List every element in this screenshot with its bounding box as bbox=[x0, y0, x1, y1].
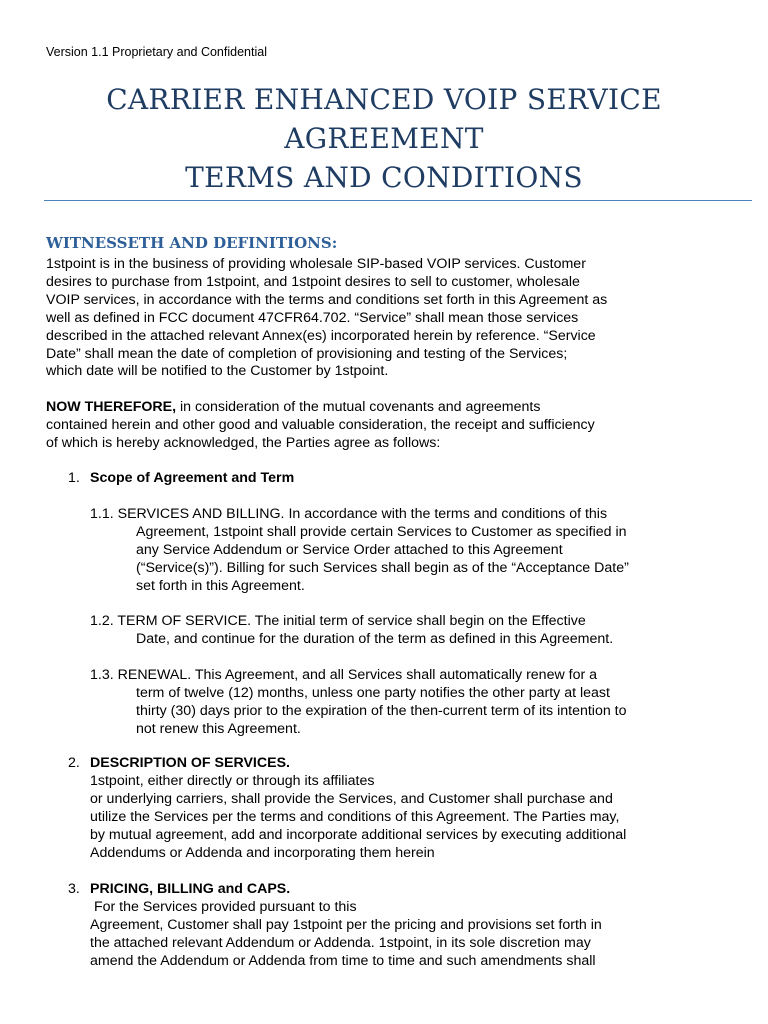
text-line: contained herein and other good and valuable consideration, the receipt and sufficiency bbox=[46, 416, 595, 433]
section-number: 1. bbox=[68, 470, 80, 486]
text-line: Date” shall mean the date of completion of provisioning and testing of the Services; bbox=[46, 345, 568, 362]
text-line: 1.1. SERVICES AND BILLING. In accordance with the terms and conditions of this bbox=[90, 506, 608, 522]
version-header: Version 1.1 Proprietary and Confidential bbox=[46, 45, 267, 59]
text-line: 1.2. TERM OF SERVICE. The initial term of service shall begin on the Effective bbox=[90, 613, 586, 629]
title-divider bbox=[44, 200, 752, 201]
witnesseth-heading: WITNESSETH AND DEFINITIONS: bbox=[46, 234, 338, 252]
text-line: any Service Addendum or Service Order attached to this Agreement bbox=[136, 541, 563, 558]
text-line: not renew this Agreement. bbox=[136, 720, 301, 737]
witnesseth-paragraph bbox=[46, 256, 726, 381]
document-title bbox=[40, 80, 728, 197]
text-line: term of twelve (12) months, unless one party notifies the other party at least bbox=[136, 684, 610, 701]
text-line: 1stpoint is in the business of providing wholesale SIP-based VOIP services. Customer bbox=[46, 256, 586, 272]
text-line bbox=[46, 399, 726, 417]
section-number: 3. bbox=[68, 881, 80, 897]
text-line: amend the Addendum or Addenda from time to time and such amendments shall bbox=[90, 952, 596, 969]
text-line: Date, and continue for the duration of the term as defined in this Agreement. bbox=[136, 630, 614, 647]
text-line: For the Services provided pursuant to this bbox=[90, 898, 357, 915]
text-line: Addendums or Addenda and incorporating them herein bbox=[90, 844, 435, 861]
text-line: the attached relevant Addendum or Addenda. 1stpoint, in its sole discretion may bbox=[90, 934, 591, 951]
section-heading: Scope of Agreement and Term bbox=[90, 470, 295, 486]
title-line-2: AGREEMENT bbox=[284, 122, 484, 155]
section-heading: DESCRIPTION OF SERVICES. bbox=[90, 755, 290, 771]
text-line: described in the attached relevant Annex(es) incorporated herein by reference. “Service bbox=[46, 327, 596, 344]
text-line: set forth in this Agreement. bbox=[136, 577, 305, 594]
text-line: Agreement, 1stpoint shall provide certain Services to Customer as specified in bbox=[136, 523, 627, 540]
section-number: 2. bbox=[68, 755, 80, 771]
text-line: well as defined in FCC document 47CFR64.702. “Service” shall mean those services bbox=[46, 309, 579, 326]
text-line: by mutual agreement, add and incorporate additional services by executing additional bbox=[90, 826, 627, 843]
text-line: of which is hereby acknowledged, the Parties agree as follows: bbox=[46, 434, 441, 451]
text-line: Agreement, Customer shall pay 1stpoint per the pricing and provisions set forth in bbox=[90, 916, 602, 933]
clause-1-1 bbox=[90, 506, 629, 596]
clause-1-3 bbox=[90, 667, 627, 739]
text-line: 1stpoint, either directly or through its affiliates bbox=[90, 772, 375, 789]
title-line-1: CARRIER ENHANCED VOIP SERVICE bbox=[106, 83, 662, 116]
text-line: VOIP services, in accordance with the terms and conditions set forth in this Agreement as bbox=[46, 291, 608, 308]
title-line-3: TERMS AND CONDITIONS bbox=[185, 161, 583, 194]
text-line: utilize the Services per the terms and conditions of this Agreement. The Parties may, bbox=[90, 808, 620, 825]
section-heading: PRICING, BILLING and CAPS. bbox=[90, 881, 291, 897]
text-line: or underlying carriers, shall provide the Services, and Customer shall purchase and bbox=[90, 790, 613, 807]
clause-1-2 bbox=[90, 613, 613, 649]
text-line: thirty (30) days prior to the expiration of the then-current term of its intention to bbox=[136, 702, 627, 719]
text-line: 1.3. RENEWAL. This Agreement, and all Services shall automatically renew for a bbox=[90, 667, 598, 683]
text-line: (“Service(s)”). Billing for such Services shall begin as of the “Acceptance Date” bbox=[136, 559, 629, 576]
now-therefore-rest: in consideration of the mutual covenants and agreements bbox=[176, 399, 541, 415]
text-line: desires to purchase from 1stpoint, and 1stpoint desires to sell to customer, wholesale bbox=[46, 273, 580, 290]
text-line: which date will be notified to the Customer by 1stpoint. bbox=[46, 363, 389, 380]
now-therefore-lead: NOW THEREFORE, bbox=[46, 399, 177, 415]
now-therefore-paragraph bbox=[46, 399, 726, 453]
